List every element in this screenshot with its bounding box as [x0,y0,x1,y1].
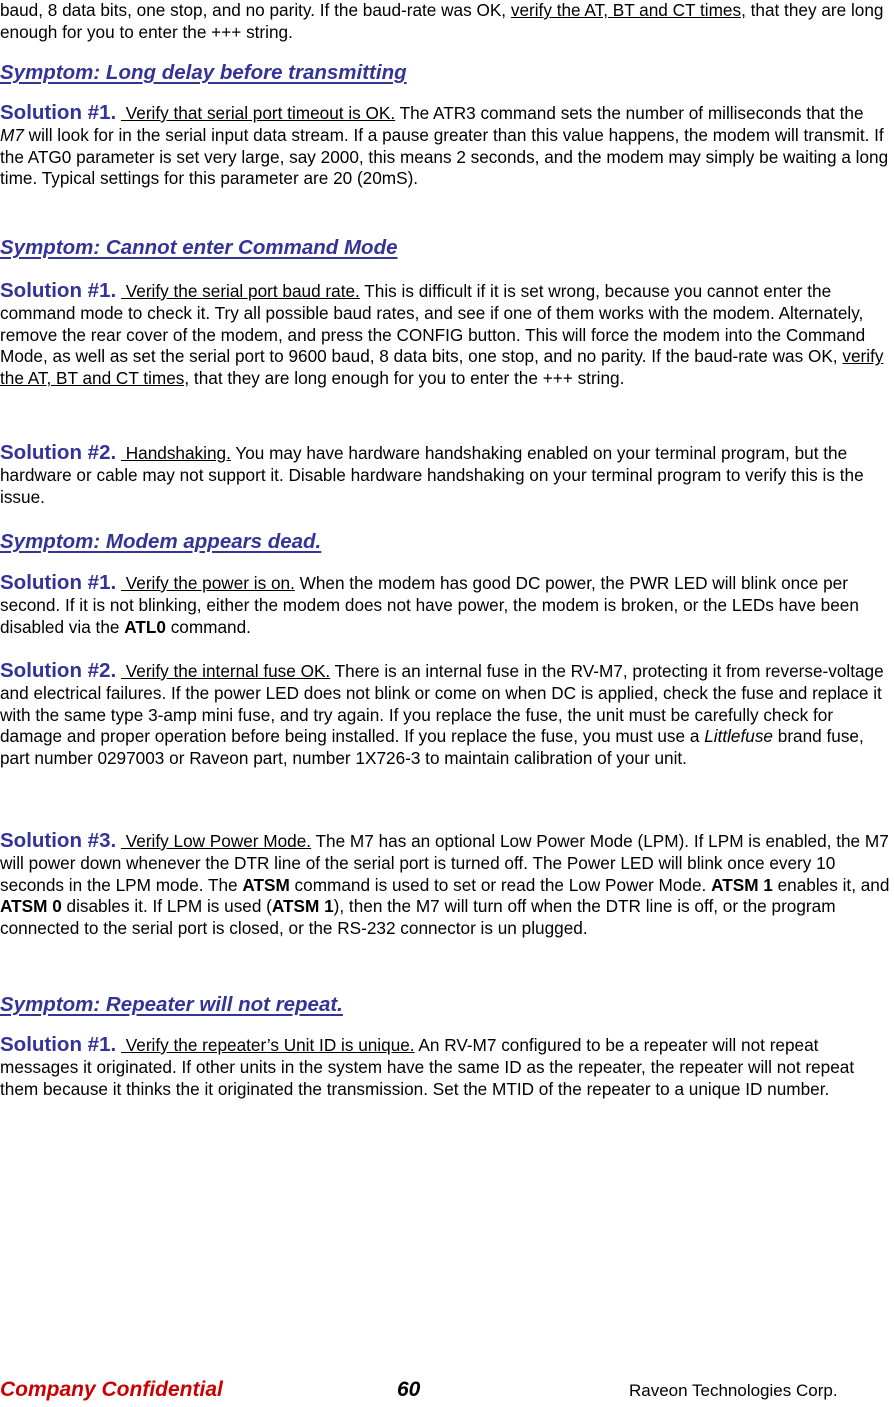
solution-text: When the modem has good DC power, the PWR LED will blink once per second. If it is not blinking, either the modem does not have power, the modem is broken, or the LEDs have been disabled via the [0,573,859,637]
solution-text-end: ), then the M7 will turn off when the DTR line is off, or the program connected to the serial port is closed, or the RS-232 connector is un plugged. [0,896,836,939]
solution-text-4: disables it. If LPM is used ( [61,896,272,917]
solution-link[interactable]: Verify the repeater’s Unit ID is unique. [120,1035,415,1055]
solution-label: Solution #3 [0,829,111,852]
s4-solution-1 [0,1034,892,1100]
solution-link[interactable]: Verify Low Power Mode. [120,831,312,851]
s3-solution-2 [0,660,892,770]
s2-solution-1 [0,280,892,390]
solution-dot: . [110,659,117,682]
solution-link-2[interactable]: verify the AT, BT and CT times, [0,346,884,389]
intro-text: baud, 8 data bits, one stop, and no parity. If the baud-rate was OK, [0,0,511,20]
intro-paragraph [0,0,892,44]
solution-text-2: command is used to set or read the Low Power Mode. [289,874,712,895]
intro-link[interactable]: verify the AT, BT and CT times, [510,0,746,20]
footer-company: Raveon Technologies Corp. [629,1381,838,1400]
solution-text-end: that they are long enough for you to enter the +++ string. [189,368,625,389]
command-atl0: ATL0 [124,616,166,637]
solution-label: Solution #1 [0,101,111,124]
intro-text-end: that they are long enough for you to enter the +++ string. [0,0,884,42]
s2-solution-2 [0,442,892,508]
solution-dot: . [110,1033,117,1056]
solution-text-end: command. [165,616,251,637]
solution-link[interactable]: Verify the internal fuse OK. [120,661,331,681]
symptom-long-delay: Symptom: Long delay before transmitting [0,61,407,84]
solution-text: You may have hardware handshaking enabled on your terminal program, but the hardware or cable may not support it. Disable hardware handshaking on your terminal program to verify this is the issue. [0,443,864,507]
solution-text-end: will look for in the serial input data stream. If a pause greater than this value happens, the modem will transmit. If the ATG0 parameter is set very large, say 2000, this means 2 seconds, and the modem may simply be waiting a long time. Typical settings for this parameter are 20 (20mS). [0,124,889,189]
solution-text-end: brand fuse, part number 0297003 or Raveon part, number 1X726-3 to maintain calibration of your unit. [0,726,864,769]
command-atsm-1: ATSM 1 [711,874,773,895]
footer-confidential: Company Confidential [0,1378,223,1401]
command-atsm: ATSM [242,874,290,895]
solution-label: Solution #2 [0,441,111,464]
m7-italic: M7 [0,124,24,145]
symptom-command-mode: Symptom: Cannot enter Command Mode [0,236,398,259]
solution-dot: . [110,829,117,852]
footer-page-number: 60 [397,1378,421,1401]
solution-text: An RV-M7 configured to be a repeater will not repeat messages it originated. If other units in the system have the same ID as the repeater, the repeater will not repeat them because it thinks the it originated the transmission. Set the MTID of the repeater to a unique ID number. [0,1035,855,1099]
littlefuse-italic: Littlefuse [704,726,773,747]
solution-text: This is difficult if it is set wrong, because you cannot enter the command mode to check it. Try all possible baud rates, and see if one of them works with the modem. Alternately, remove the rear cover of the modem, and press the CONFIG button. This will force the modem into the Command Mode, as well as set the serial port to 9600 baud, 8 data bits, one stop, and no parity. If the baud-rate was OK, [0,281,866,367]
command-atsm-0: ATSM 0 [0,896,62,917]
solution-label: Solution #1 [0,279,111,302]
solution-text: The ATR3 command sets the number of milliseconds that the [395,103,864,123]
s1-solution-1 [0,102,892,190]
symptom-repeater: Symptom: Repeater will not repeat. [0,993,343,1016]
solution-text: The M7 has an optional Low Power Mode (LPM). If LPM is enabled, the M7 will power down whenever the DTR line of the serial port is turned off. The Power LED will blink once every 10 seconds in the LPM mode. The [0,831,889,895]
solution-dot: . [110,101,117,124]
s3-solution-3 [0,830,892,940]
solution-link[interactable]: Verify the serial port baud rate. [120,281,360,301]
command-atsm-1-b: ATSM 1 [271,896,334,917]
solution-link[interactable]: Handshaking. [120,443,231,463]
solution-text-3: enables it, and [772,874,890,895]
solution-label: Solution #1 [0,571,111,594]
solution-link[interactable]: Verify that serial port timeout is OK. [120,103,396,123]
solution-label: Solution #2 [0,659,111,682]
solution-dot: . [110,279,117,302]
solution-link[interactable]: Verify the power is on. [120,573,295,593]
solution-label: Solution #1 [0,1033,111,1056]
solution-dot: . [110,441,117,464]
solution-text: There is an internal fuse in the RV-M7, protecting it from reverse-voltage and electrical failures. If the power LED does not blink or come on when DC is applied, check the fuse and replace it with the same type 3-amp mini fuse, and try again. If you replace the fuse, the unit must be carefully check for damage and proper operation before being installed. If you replace the fuse, you must use a [0,661,884,747]
s3-solution-1 [0,572,892,638]
symptom-modem-dead: Symptom: Modem appears dead. [0,530,322,553]
solution-dot: . [110,571,117,594]
